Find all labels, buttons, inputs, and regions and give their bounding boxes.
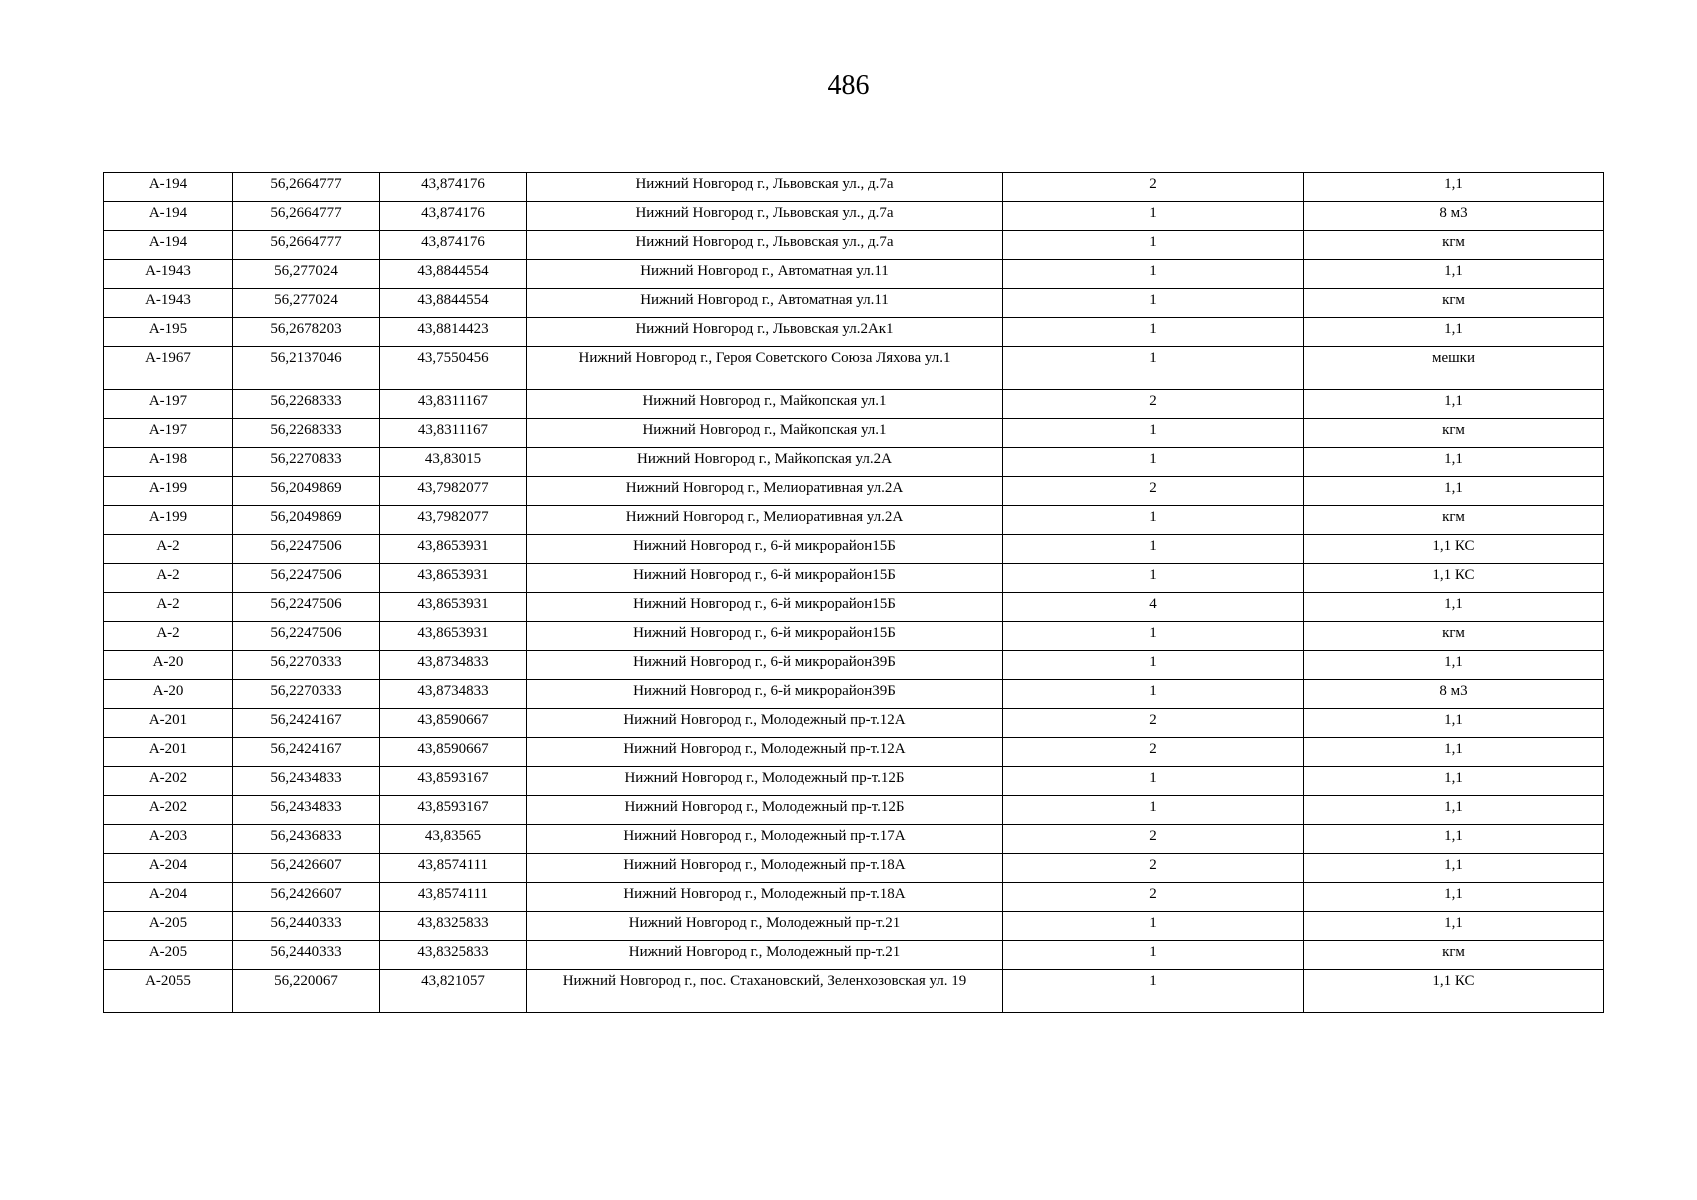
site-code-cell: А-2: [104, 622, 233, 651]
container-type-cell: 1,1: [1304, 709, 1604, 738]
longitude-cell: 43,8590667: [380, 709, 527, 738]
longitude-cell: 43,7982077: [380, 477, 527, 506]
latitude-cell: 56,2440333: [233, 941, 380, 970]
table-row: [104, 970, 1604, 1013]
latitude-cell: 56,2440333: [233, 912, 380, 941]
container-type-cell: 8 м3: [1304, 202, 1604, 231]
quantity-cell: 1: [1003, 231, 1304, 260]
address-cell: Нижний Новгород г., Львовская ул., д.7а: [527, 231, 1003, 260]
quantity-cell: 1: [1003, 419, 1304, 448]
container-site-table: [103, 172, 1604, 1013]
quantity-cell: 1: [1003, 941, 1304, 970]
latitude-cell: 56,2247506: [233, 535, 380, 564]
latitude-cell: 56,2678203: [233, 318, 380, 347]
container-type-cell: 1,1: [1304, 390, 1604, 419]
longitude-cell: 43,7982077: [380, 506, 527, 535]
table-row: [104, 680, 1604, 709]
table-row: [104, 564, 1604, 593]
latitude-cell: 56,2049869: [233, 506, 380, 535]
site-code-cell: А-199: [104, 477, 233, 506]
longitude-cell: 43,8653931: [380, 564, 527, 593]
address-cell: Нижний Новгород г., Автоматная ул.11: [527, 289, 1003, 318]
quantity-cell: 1: [1003, 535, 1304, 564]
longitude-cell: 43,874176: [380, 173, 527, 202]
longitude-cell: 43,8325833: [380, 912, 527, 941]
table-row: [104, 419, 1604, 448]
longitude-cell: 43,83565: [380, 825, 527, 854]
address-cell: Нижний Новгород г., Молодежный пр-т.12Б: [527, 796, 1003, 825]
site-code-cell: А-199: [104, 506, 233, 535]
site-code-cell: А-197: [104, 390, 233, 419]
table-body: [104, 173, 1604, 1013]
latitude-cell: 56,2270333: [233, 680, 380, 709]
latitude-cell: 56,2434833: [233, 796, 380, 825]
address-cell: Нижний Новгород г., Героя Советского Союза Ляхова ул.1: [527, 347, 1003, 390]
container-type-cell: 1,1: [1304, 825, 1604, 854]
quantity-cell: 2: [1003, 883, 1304, 912]
site-code-cell: А-197: [104, 419, 233, 448]
site-code-cell: А-201: [104, 709, 233, 738]
site-code-cell: А-205: [104, 912, 233, 941]
address-cell: Нижний Новгород г., Автоматная ул.11: [527, 260, 1003, 289]
table-row: [104, 825, 1604, 854]
quantity-cell: 1: [1003, 318, 1304, 347]
longitude-cell: 43,8574111: [380, 883, 527, 912]
address-cell: Нижний Новгород г., Львовская ул.2Ак1: [527, 318, 1003, 347]
quantity-cell: 1: [1003, 260, 1304, 289]
latitude-cell: 56,2270833: [233, 448, 380, 477]
longitude-cell: 43,8844554: [380, 289, 527, 318]
quantity-cell: 2: [1003, 173, 1304, 202]
table-row: [104, 941, 1604, 970]
longitude-cell: 43,8590667: [380, 738, 527, 767]
container-type-cell: 1,1: [1304, 883, 1604, 912]
quantity-cell: 1: [1003, 680, 1304, 709]
latitude-cell: 56,2424167: [233, 709, 380, 738]
site-code-cell: А-20: [104, 651, 233, 680]
longitude-cell: 43,8814423: [380, 318, 527, 347]
longitude-cell: 43,8653931: [380, 622, 527, 651]
address-cell: Нижний Новгород г., Молодежный пр-т.12А: [527, 709, 1003, 738]
table-row: [104, 738, 1604, 767]
quantity-cell: 1: [1003, 202, 1304, 231]
address-cell: Нижний Новгород г., Молодежный пр-т.21: [527, 912, 1003, 941]
container-type-cell: кгм: [1304, 941, 1604, 970]
latitude-cell: 56,2426607: [233, 854, 380, 883]
site-code-cell: А-1967: [104, 347, 233, 390]
table-row: [104, 854, 1604, 883]
longitude-cell: 43,7550456: [380, 347, 527, 390]
table-row: [104, 709, 1604, 738]
container-type-cell: кгм: [1304, 231, 1604, 260]
longitude-cell: 43,8311167: [380, 390, 527, 419]
address-cell: Нижний Новгород г., Майкопская ул.2А: [527, 448, 1003, 477]
address-cell: Нижний Новгород г., 6-й микрорайон15Б: [527, 535, 1003, 564]
latitude-cell: 56,2268333: [233, 390, 380, 419]
longitude-cell: 43,8574111: [380, 854, 527, 883]
container-type-cell: мешки: [1304, 347, 1604, 390]
longitude-cell: 43,8593167: [380, 767, 527, 796]
quantity-cell: 1: [1003, 347, 1304, 390]
quantity-cell: 2: [1003, 477, 1304, 506]
container-type-cell: 1,1: [1304, 767, 1604, 796]
table-row: [104, 767, 1604, 796]
site-code-cell: А-2: [104, 593, 233, 622]
longitude-cell: 43,8653931: [380, 535, 527, 564]
container-type-cell: 1,1: [1304, 651, 1604, 680]
site-code-cell: А-205: [104, 941, 233, 970]
page-number: 486: [827, 70, 870, 101]
latitude-cell: 56,2664777: [233, 231, 380, 260]
quantity-cell: 2: [1003, 854, 1304, 883]
table-row: [104, 622, 1604, 651]
longitude-cell: 43,8734833: [380, 651, 527, 680]
container-type-cell: 1,1: [1304, 173, 1604, 202]
table-row: [104, 883, 1604, 912]
quantity-cell: 1: [1003, 506, 1304, 535]
site-code-cell: А-194: [104, 173, 233, 202]
quantity-cell: 1: [1003, 651, 1304, 680]
latitude-cell: 56,2247506: [233, 564, 380, 593]
address-cell: Нижний Новгород г., Молодежный пр-т.18А: [527, 854, 1003, 883]
table-row: [104, 506, 1604, 535]
site-code-cell: А-2055: [104, 970, 233, 1013]
table-row: [104, 796, 1604, 825]
table-row: [104, 202, 1604, 231]
address-cell: Нижний Новгород г., 6-й микрорайон39Б: [527, 651, 1003, 680]
address-cell: Нижний Новгород г., Молодежный пр-т.12Б: [527, 767, 1003, 796]
quantity-cell: 2: [1003, 738, 1304, 767]
site-code-cell: А-194: [104, 202, 233, 231]
table-row: [104, 289, 1604, 318]
site-code-cell: А-204: [104, 854, 233, 883]
container-type-cell: кгм: [1304, 419, 1604, 448]
table-row: [104, 318, 1604, 347]
container-type-cell: 1,1: [1304, 318, 1604, 347]
container-type-cell: 1,1: [1304, 912, 1604, 941]
latitude-cell: 56,2434833: [233, 767, 380, 796]
site-code-cell: А-195: [104, 318, 233, 347]
table-row: [104, 260, 1604, 289]
address-cell: Нижний Новгород г., Майкопская ул.1: [527, 419, 1003, 448]
quantity-cell: 1: [1003, 289, 1304, 318]
quantity-cell: 1: [1003, 796, 1304, 825]
address-cell: Нижний Новгород г., Молодежный пр-т.17А: [527, 825, 1003, 854]
site-code-cell: А-2: [104, 535, 233, 564]
table-row: [104, 912, 1604, 941]
longitude-cell: 43,8734833: [380, 680, 527, 709]
longitude-cell: 43,8844554: [380, 260, 527, 289]
table-row: [104, 477, 1604, 506]
latitude-cell: 56,2137046: [233, 347, 380, 390]
latitude-cell: 56,2426607: [233, 883, 380, 912]
address-cell: Нижний Новгород г., Львовская ул., д.7а: [527, 173, 1003, 202]
latitude-cell: 56,2436833: [233, 825, 380, 854]
address-cell: Нижний Новгород г., Майкопская ул.1: [527, 390, 1003, 419]
latitude-cell: 56,2664777: [233, 173, 380, 202]
table-row: [104, 173, 1604, 202]
latitude-cell: 56,2664777: [233, 202, 380, 231]
container-type-cell: 1,1 КС: [1304, 535, 1604, 564]
quantity-cell: 2: [1003, 390, 1304, 419]
container-type-cell: кгм: [1304, 506, 1604, 535]
latitude-cell: 56,2270333: [233, 651, 380, 680]
longitude-cell: 43,8325833: [380, 941, 527, 970]
site-code-cell: А-202: [104, 767, 233, 796]
site-code-cell: А-20: [104, 680, 233, 709]
address-cell: Нижний Новгород г., Молодежный пр-т.12А: [527, 738, 1003, 767]
container-type-cell: 1,1 КС: [1304, 970, 1604, 1013]
address-cell: Нижний Новгород г., Мелиоративная ул.2А: [527, 477, 1003, 506]
address-cell: Нижний Новгород г., Молодежный пр-т.21: [527, 941, 1003, 970]
container-type-cell: 1,1: [1304, 477, 1604, 506]
container-type-cell: 1,1: [1304, 854, 1604, 883]
site-code-cell: А-201: [104, 738, 233, 767]
longitude-cell: 43,874176: [380, 231, 527, 260]
address-cell: Нижний Новгород г., Мелиоративная ул.2А: [527, 506, 1003, 535]
quantity-cell: 1: [1003, 970, 1304, 1013]
table-row: [104, 651, 1604, 680]
quantity-cell: 2: [1003, 709, 1304, 738]
table-row: [104, 535, 1604, 564]
site-code-cell: А-1943: [104, 260, 233, 289]
quantity-cell: 1: [1003, 564, 1304, 593]
latitude-cell: 56,2268333: [233, 419, 380, 448]
site-code-cell: А-202: [104, 796, 233, 825]
table-row: [104, 231, 1604, 260]
quantity-cell: 1: [1003, 767, 1304, 796]
quantity-cell: 4: [1003, 593, 1304, 622]
site-code-cell: А-203: [104, 825, 233, 854]
table-row: [104, 448, 1604, 477]
address-cell: Нижний Новгород г., 6-й микрорайон15Б: [527, 593, 1003, 622]
container-type-cell: 8 м3: [1304, 680, 1604, 709]
address-cell: Нижний Новгород г., 6-й микрорайон15Б: [527, 564, 1003, 593]
longitude-cell: 43,8311167: [380, 419, 527, 448]
table-row: [104, 593, 1604, 622]
site-code-cell: А-198: [104, 448, 233, 477]
container-type-cell: 1,1: [1304, 260, 1604, 289]
quantity-cell: 1: [1003, 622, 1304, 651]
quantity-cell: 1: [1003, 912, 1304, 941]
latitude-cell: 56,277024: [233, 289, 380, 318]
container-type-cell: 1,1: [1304, 593, 1604, 622]
container-type-cell: кгм: [1304, 622, 1604, 651]
latitude-cell: 56,2049869: [233, 477, 380, 506]
latitude-cell: 56,220067: [233, 970, 380, 1013]
longitude-cell: 43,83015: [380, 448, 527, 477]
container-type-cell: кгм: [1304, 289, 1604, 318]
quantity-cell: 2: [1003, 825, 1304, 854]
quantity-cell: 1: [1003, 448, 1304, 477]
latitude-cell: 56,277024: [233, 260, 380, 289]
site-code-cell: А-194: [104, 231, 233, 260]
address-cell: Нижний Новгород г., Молодежный пр-т.18А: [527, 883, 1003, 912]
container-type-cell: 1,1: [1304, 448, 1604, 477]
latitude-cell: 56,2424167: [233, 738, 380, 767]
longitude-cell: 43,821057: [380, 970, 527, 1013]
table-row: [104, 390, 1604, 419]
address-cell: Нижний Новгород г., Львовская ул., д.7а: [527, 202, 1003, 231]
container-type-cell: 1,1: [1304, 738, 1604, 767]
latitude-cell: 56,2247506: [233, 593, 380, 622]
address-cell: Нижний Новгород г., 6-й микрорайон15Б: [527, 622, 1003, 651]
address-cell: Нижний Новгород г., 6-й микрорайон39Б: [527, 680, 1003, 709]
address-cell: Нижний Новгород г., пос. Стахановский, Зеленхозовская ул. 19: [527, 970, 1003, 1013]
container-type-cell: 1,1 КС: [1304, 564, 1604, 593]
site-code-cell: А-1943: [104, 289, 233, 318]
site-code-cell: А-204: [104, 883, 233, 912]
longitude-cell: 43,874176: [380, 202, 527, 231]
table-row: [104, 347, 1604, 390]
latitude-cell: 56,2247506: [233, 622, 380, 651]
longitude-cell: 43,8593167: [380, 796, 527, 825]
site-code-cell: А-2: [104, 564, 233, 593]
longitude-cell: 43,8653931: [380, 593, 527, 622]
container-type-cell: 1,1: [1304, 796, 1604, 825]
